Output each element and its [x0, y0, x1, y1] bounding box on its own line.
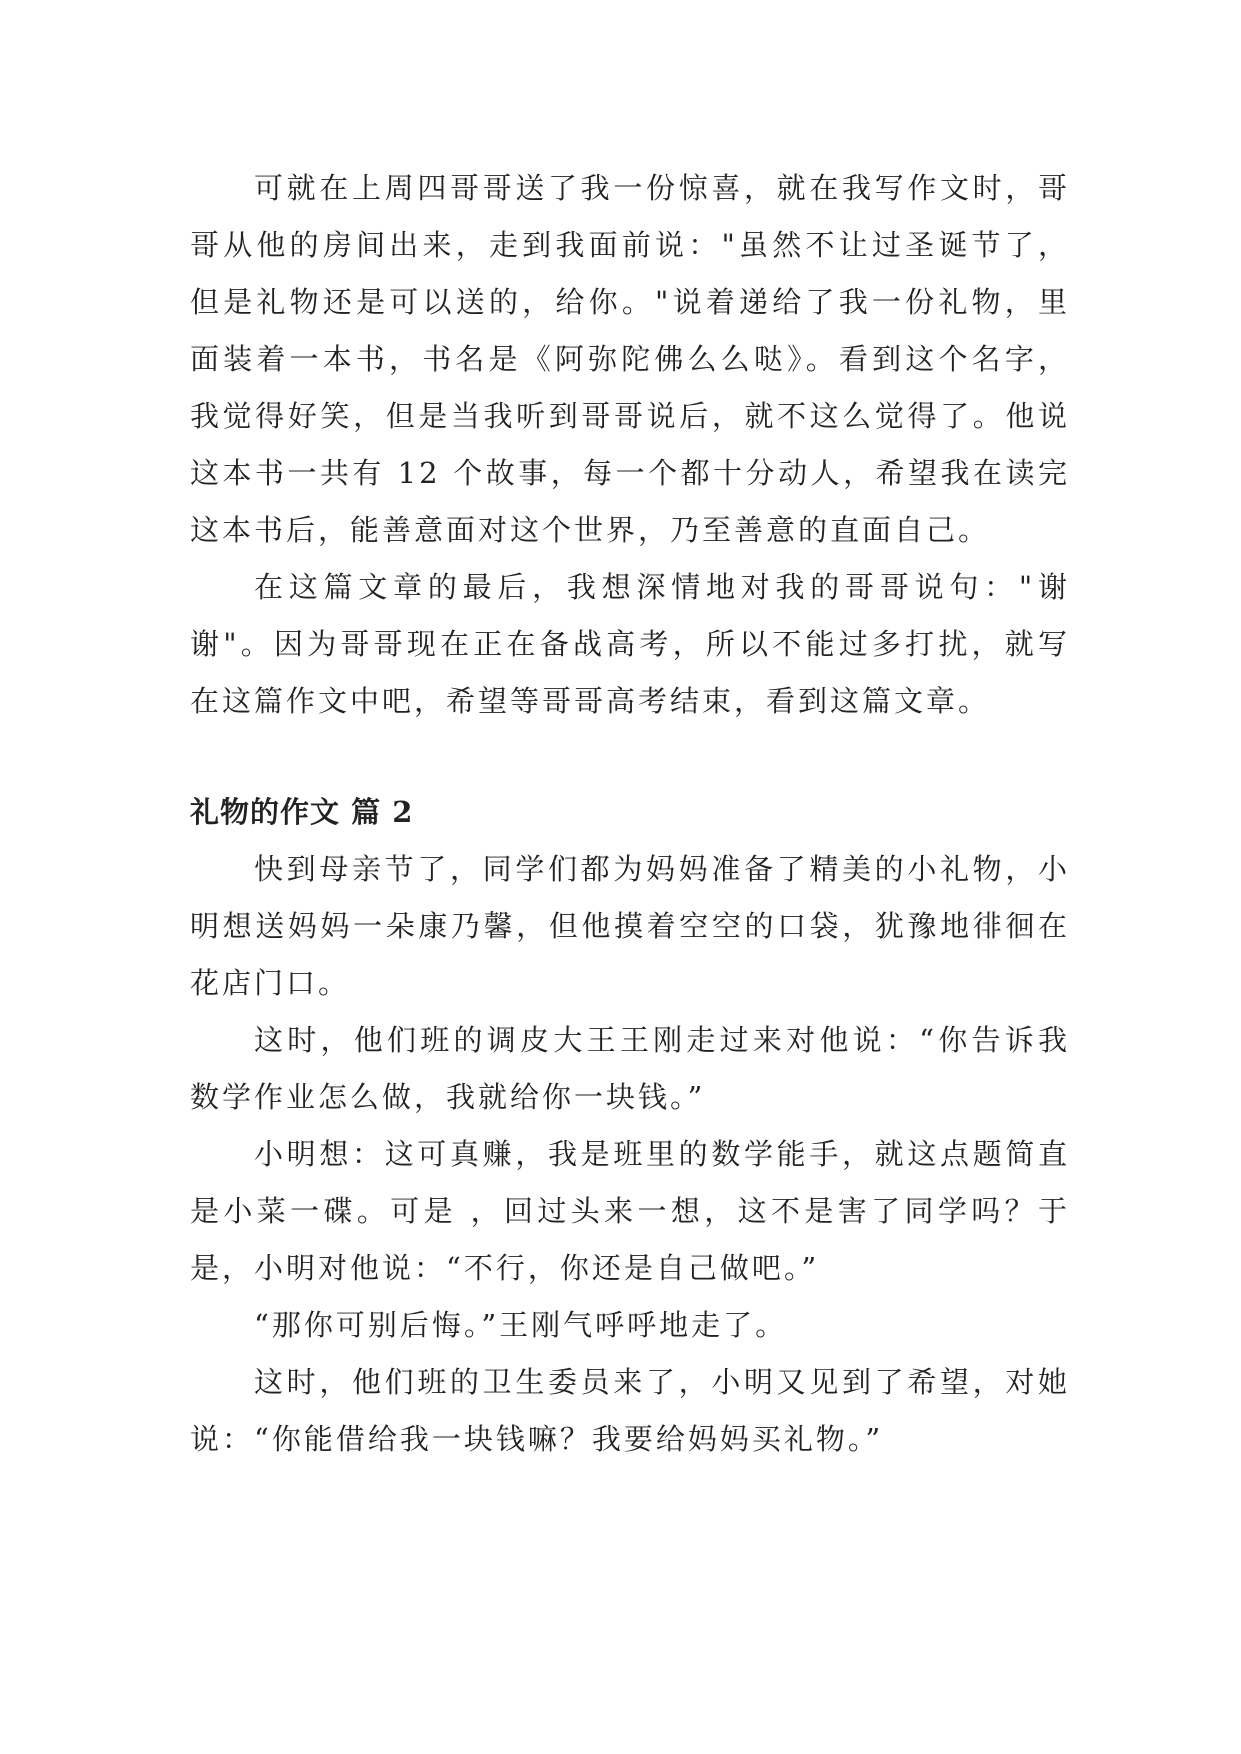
- paragraph-gift-from-brother: 可就在上周四哥哥送了我一份惊喜，就在我写作文时，哥哥从他的房间出来，走到我面前说："虽然不让过圣诞节了，但是礼物还是可以送的，给你。"说着递给了我一份礼物，里面装着一本书，书名是《阿弥陀佛么么哒》。看到这个名字，我觉得好笑，但是当我听到哥哥说后，就不这么觉得了。他说这本书一共有 12 个故事，每一个都十分动人，希望我在读完这本书后，能善意面对这个世界，乃至善意的直面自己。: [190, 171, 1070, 547]
- paragraph-mothers-day: 快到母亲节了，同学们都为妈妈准备了精美的小礼物，小明想送妈妈一朵康乃馨，但他摸着空空的口袋，犹豫地徘徊在花店门口。: [190, 852, 1070, 1000]
- paragraph-thanks-brother: 在这篇文章的最后，我想深情地对我的哥哥说句："谢谢"。因为哥哥现在正在备战高考，所以不能过多打扰，就写在这篇作文中吧，希望等哥哥高考结束，看到这篇文章。: [190, 570, 1070, 718]
- paragraph-xiaoming-refuses: 小明想：这可真赚，我是班里的数学能手，就这点题简直是小菜一碟。可是 ，回过头来一想，这不是害了同学吗？于是，小明对他说：“不行，你还是自己做吧。”: [190, 1137, 1070, 1285]
- paragraph-hygiene-monitor: 这时，他们班的卫生委员来了，小明又见到了希望，对她说：“你能借给我一块钱嘛？我要给妈妈买礼物。”: [190, 1365, 1070, 1456]
- section-title: 礼物的作文 篇 2: [190, 795, 414, 829]
- paragraph-wang-gang-leaves: “那你可别后悔。”王刚气呼呼地走了。: [254, 1308, 788, 1342]
- paragraph-wang-gang-offer: 这时，他们班的调皮大王王刚走过来对他说：“你告诉我数学作业怎么做，我就给你一块钱。”: [190, 1023, 1070, 1114]
- document-body: [190, 160, 1070, 1468]
